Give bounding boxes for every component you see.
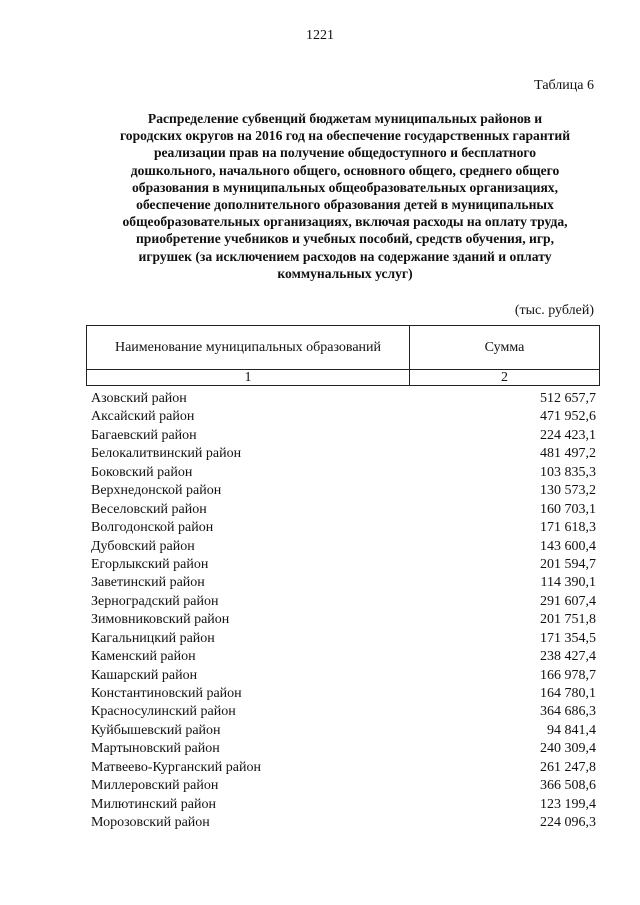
units-label: (тыс. рублей) xyxy=(514,303,594,318)
page-number: 1221 xyxy=(306,28,334,43)
table-row xyxy=(91,482,596,500)
document-title xyxy=(84,110,606,282)
district-sum: 171 354,5 xyxy=(540,630,596,646)
table-header xyxy=(86,325,600,386)
district-sum: 201 594,7 xyxy=(540,556,596,572)
table-row xyxy=(91,796,596,814)
district-sum: 166 978,7 xyxy=(540,667,596,683)
table-row xyxy=(91,464,596,482)
table-row xyxy=(91,408,596,426)
district-sum: 164 780,1 xyxy=(540,686,596,701)
district-name: Дубовский район xyxy=(91,538,195,554)
table-row xyxy=(91,722,596,740)
title-line: городских округов на 2016 год на обеспечение государственных гарантий xyxy=(119,128,571,144)
district-name: Волгодонской район xyxy=(91,520,214,536)
district-sum: 240 309,4 xyxy=(540,741,596,757)
table-row xyxy=(91,445,596,463)
district-name: Аксайский район xyxy=(91,409,195,425)
district-name: Белокалитвинский район xyxy=(91,446,242,462)
table-row xyxy=(91,667,596,685)
district-sum: 171 618,3 xyxy=(540,520,596,536)
district-name: Багаевский район xyxy=(91,427,197,443)
title-line: реализации прав на получение общедоступного и бесплатного xyxy=(153,145,537,161)
table-row xyxy=(91,427,596,445)
district-name: Матвеево-Курганский район xyxy=(91,759,261,775)
district-name: Зерноградский район xyxy=(91,593,219,609)
title-line: коммунальных услуг) xyxy=(277,265,413,281)
district-name: Кашарский район xyxy=(91,667,198,683)
table-row xyxy=(91,574,596,592)
title-line: Распределение субвенций бюджетам муниципальных районов и xyxy=(147,111,543,126)
table-row xyxy=(91,814,596,832)
district-sum: 201 751,8 xyxy=(540,612,596,628)
table-row xyxy=(91,630,596,648)
district-sum: 261 247,8 xyxy=(540,759,596,775)
table-row xyxy=(91,519,596,537)
district-name: Зимовниковский район xyxy=(91,612,230,628)
table-label: Таблица 6 xyxy=(534,78,594,93)
district-name: Константиновский район xyxy=(91,686,242,701)
district-name: Милютинский район xyxy=(91,796,217,812)
table-row xyxy=(91,538,596,556)
district-name: Азовский район xyxy=(91,391,187,406)
district-sum: 364 686,3 xyxy=(540,704,596,720)
header-sum-column: Сумма xyxy=(410,326,600,370)
district-sum: 224 423,1 xyxy=(540,427,596,443)
table-row xyxy=(91,740,596,758)
district-name: Мартыновский район xyxy=(91,741,220,757)
title-line: общеобразовательных организациях, включая расходы на оплату труда, xyxy=(122,214,568,230)
district-sum: 481 497,2 xyxy=(540,446,596,462)
title-line: дошкольного, начального общего, основного общего, среднего общего xyxy=(130,162,560,178)
title-line: обеспечение дополнительного образования детей в муниципальных xyxy=(136,197,554,213)
district-sum: 224 096,3 xyxy=(540,815,596,831)
district-name: Боковский район xyxy=(91,464,193,480)
district-sum: 103 835,3 xyxy=(540,464,596,480)
table-row xyxy=(91,593,596,611)
table-row xyxy=(91,648,596,666)
district-name: Заветинский район xyxy=(91,575,205,591)
district-name: Миллеровский район xyxy=(91,778,219,794)
district-name: Веселовский район xyxy=(91,501,207,517)
district-sum: 160 703,1 xyxy=(540,501,596,517)
district-sum: 366 508,6 xyxy=(540,778,596,794)
district-name: Куйбышевский район xyxy=(91,722,221,738)
district-name: Каменский район xyxy=(91,649,196,665)
district-name: Егорлыкский район xyxy=(91,556,209,572)
district-sum: 238 427,4 xyxy=(540,649,596,665)
column-number-1: 1 xyxy=(87,370,410,386)
district-sum: 512 657,7 xyxy=(540,391,596,406)
table-row xyxy=(91,759,596,777)
table-row xyxy=(91,611,596,629)
table-row xyxy=(91,685,596,703)
district-sum: 123 199,4 xyxy=(540,796,596,812)
table-row xyxy=(91,501,596,519)
table-row xyxy=(91,556,596,574)
district-name: Кагальницкий район xyxy=(91,630,215,646)
district-name: Морозовский район xyxy=(91,815,210,831)
district-sum: 471 952,6 xyxy=(540,409,596,425)
district-sum: 291 607,4 xyxy=(540,593,596,609)
district-name: Верхнедонской район xyxy=(91,483,222,499)
title-line: приобретение учебников и учебных пособий, средств обучения, игр, xyxy=(135,231,555,247)
district-sum: 114 390,1 xyxy=(540,575,596,591)
table-body xyxy=(91,390,596,833)
title-line: игрушек (за исключением расходов на содержание зданий и оплату xyxy=(138,248,552,264)
title-line: образования в муниципальных общеобразовательных организациях, xyxy=(132,179,558,195)
district-name: Красносулинский район xyxy=(91,704,236,720)
table-row xyxy=(91,777,596,795)
district-sum: 143 600,4 xyxy=(540,538,596,554)
district-sum: 130 573,2 xyxy=(540,483,596,499)
table-row xyxy=(91,703,596,721)
district-sum: 94 841,4 xyxy=(547,722,596,738)
table-row xyxy=(91,390,596,408)
column-number-2: 2 xyxy=(410,370,600,386)
header-name-column: Наименование муниципальных образований xyxy=(87,326,410,370)
